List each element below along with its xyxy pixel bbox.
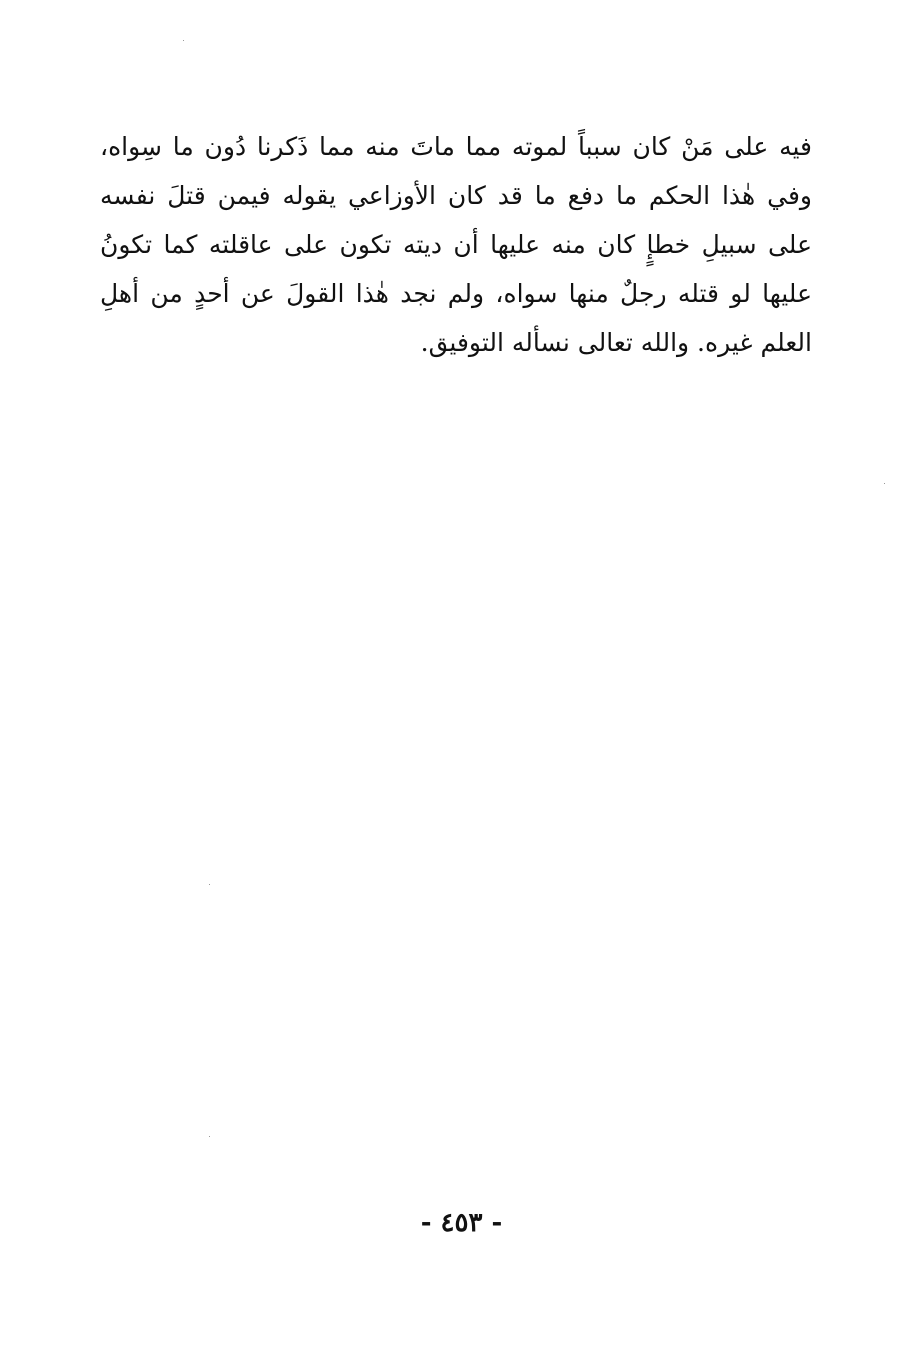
paragraph-line-1: فيه على مَنْ كان سبباً لموته مما ماتَ منه مما ذَكرنا دُون ما سِواه، — [100, 132, 812, 161]
page-number: - ٤٥٣ - — [420, 1208, 503, 1238]
paragraph-line-5: العلم غيره. والله تعالى نسأله التوفيق. — [420, 328, 812, 357]
scan-speck — [209, 1136, 210, 1137]
scan-speck — [884, 483, 885, 484]
paragraph-line-2: وفي هٰذا الحكم ما دفع ما قد كان الأوزاعي يقوله فيمن قتلَ نفسه — [100, 181, 812, 210]
body-paragraph — [100, 122, 812, 367]
paragraph-line-4: عليها لو قتله رجلٌ منها سواه، ولم نجد هٰذا القولَ عن أحدٍ من أهلِ — [100, 279, 812, 308]
scan-speck — [183, 40, 184, 41]
paragraph-line-3: على سبيلِ خطإٍ كان منه عليها أن ديته تكون على عاقلته كما تكونُ — [100, 230, 812, 259]
scan-speck — [209, 884, 210, 885]
